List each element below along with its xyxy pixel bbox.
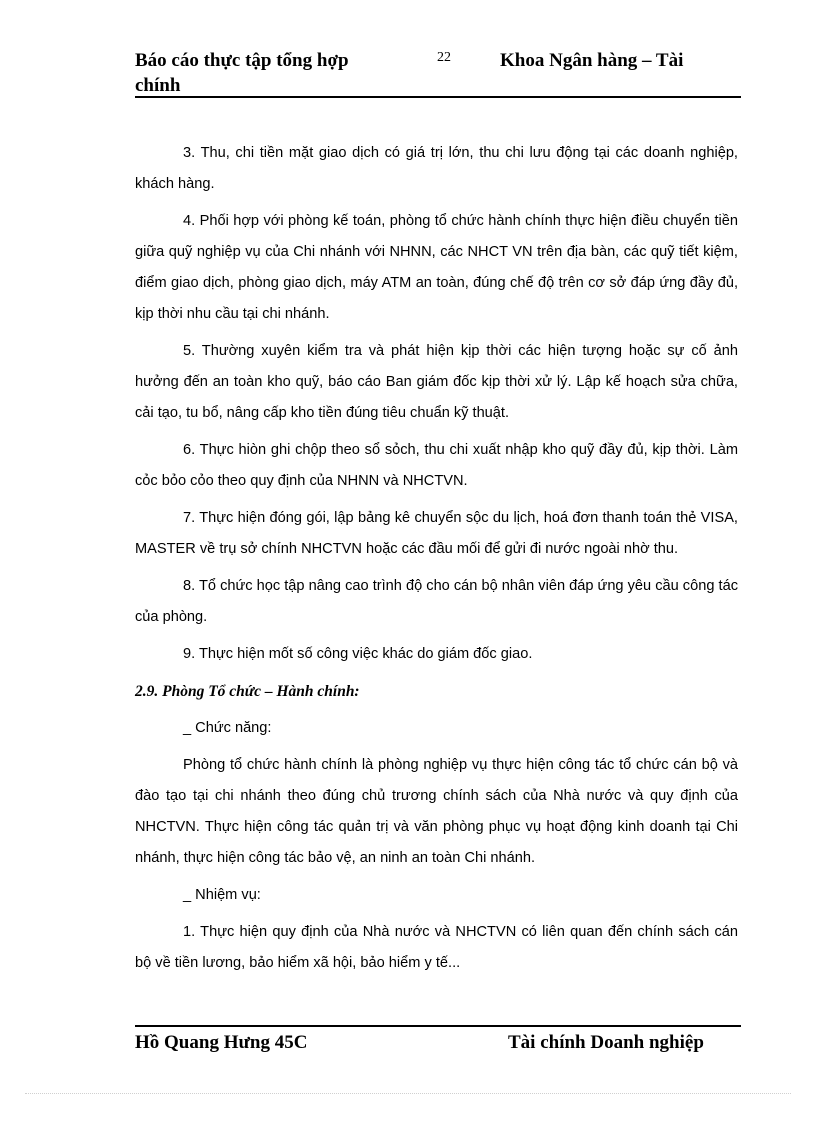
body-paragraph-3: 3. Thu, chi tiền mặt giao dịch có giá trị lớn, thu chi lưu động tại các doanh nghiệp, khách hàng.: [135, 145, 738, 192]
body-paragraph-8: 8. Tổ chức học tập nâng cao trình độ cho cán bộ nhân viên đáp ứng yêu cầu công tác của phòng.: [135, 578, 738, 625]
body-paragraph-6: 6. Thực hiòn ghi chộp theo sổ sỏch, thu chi xuất nhập kho quỹ đầy đủ, kịp thời. Làm cỏc bỏo cỏo theo quy định của NHNN và NHCTVN.: [135, 442, 738, 489]
duty-paragraph-1: 1. Thực hiện quy định của Nhà nước và NHCTVN có liên quan đến chính sách cán bộ về tiền lương, bảo hiểm xã hội, bảo hiểm y tế...: [135, 924, 738, 971]
header-report-title: Báo cáo thực tập tổng hợp chính: [135, 50, 349, 96]
header-rule: [135, 96, 741, 98]
footer-major: Tài chính Doanh nghiệp: [508, 1032, 704, 1053]
section-heading: 2.9. Phòng Tổ chức – Hành chính:: [135, 683, 360, 700]
function-paragraph: Phòng tổ chức hành chính là phòng nghiệp vụ thực hiện công tác tổ chức cán bộ và đào tạo tại chi nhánh theo đúng chủ trương chính sách của Nhà nước và quy định của NHCTVN. Thực hiện công tác quản trị và văn phòng phục vụ hoạt động kinh doanh tại Chi nhánh, thực hiện công tác bảo vệ, an ninh an toàn Chi nhánh.: [135, 757, 738, 866]
function-label: _ Chức năng:: [183, 720, 272, 736]
page-body: [135, 138, 738, 985]
body-paragraph-9: 9. Thực hiện mốt số công việc khác do giám đốc giao.: [183, 646, 533, 662]
body-paragraph-5: 5. Thường xuyên kiểm tra và phát hiện kịp thời các hiện tượng hoặc sự cố ảnh hưởng đến an toàn kho quỹ, báo cáo Ban giám đốc kịp thời xử lý. Lập kế hoạch sửa chữa, cải tạo, tu bổ, nâng cấp kho tiền đúng tiêu chuẩn kỹ thuật.: [135, 343, 738, 421]
header-faculty: Khoa Ngân hàng – Tài: [500, 50, 684, 71]
duty-label: _ Nhiệm vụ:: [183, 887, 261, 903]
footer-author: Hồ Quang Hưng 45C: [135, 1032, 308, 1053]
footer-rule: [135, 1025, 741, 1027]
page-number: 22: [437, 50, 451, 65]
page-edge-divider: [25, 1093, 791, 1094]
body-paragraph-4: 4. Phối hợp với phòng kế toán, phòng tổ chức hành chính thực hiện điều chuyển tiền giữa quỹ nghiệp vụ của Chi nhánh với NHNN, các NHCT VN trên địa bàn, các quỹ tiết kiệm, điểm giao dịch, phòng giao dịch, máy ATM an toàn, đúng chế độ trên cơ sở đáp ứng đầy đủ, kịp thời nhu cầu tại chi nhánh.: [135, 213, 738, 322]
body-paragraph-7: 7. Thực hiện đóng gói, lập bảng kê chuyển sộc du lịch, hoá đơn thanh toán thẻ VISA, MASTER về trụ sở chính NHCTVN hoặc các đầu mối để gửi đi nước ngoài nhờ thu.: [135, 510, 738, 557]
